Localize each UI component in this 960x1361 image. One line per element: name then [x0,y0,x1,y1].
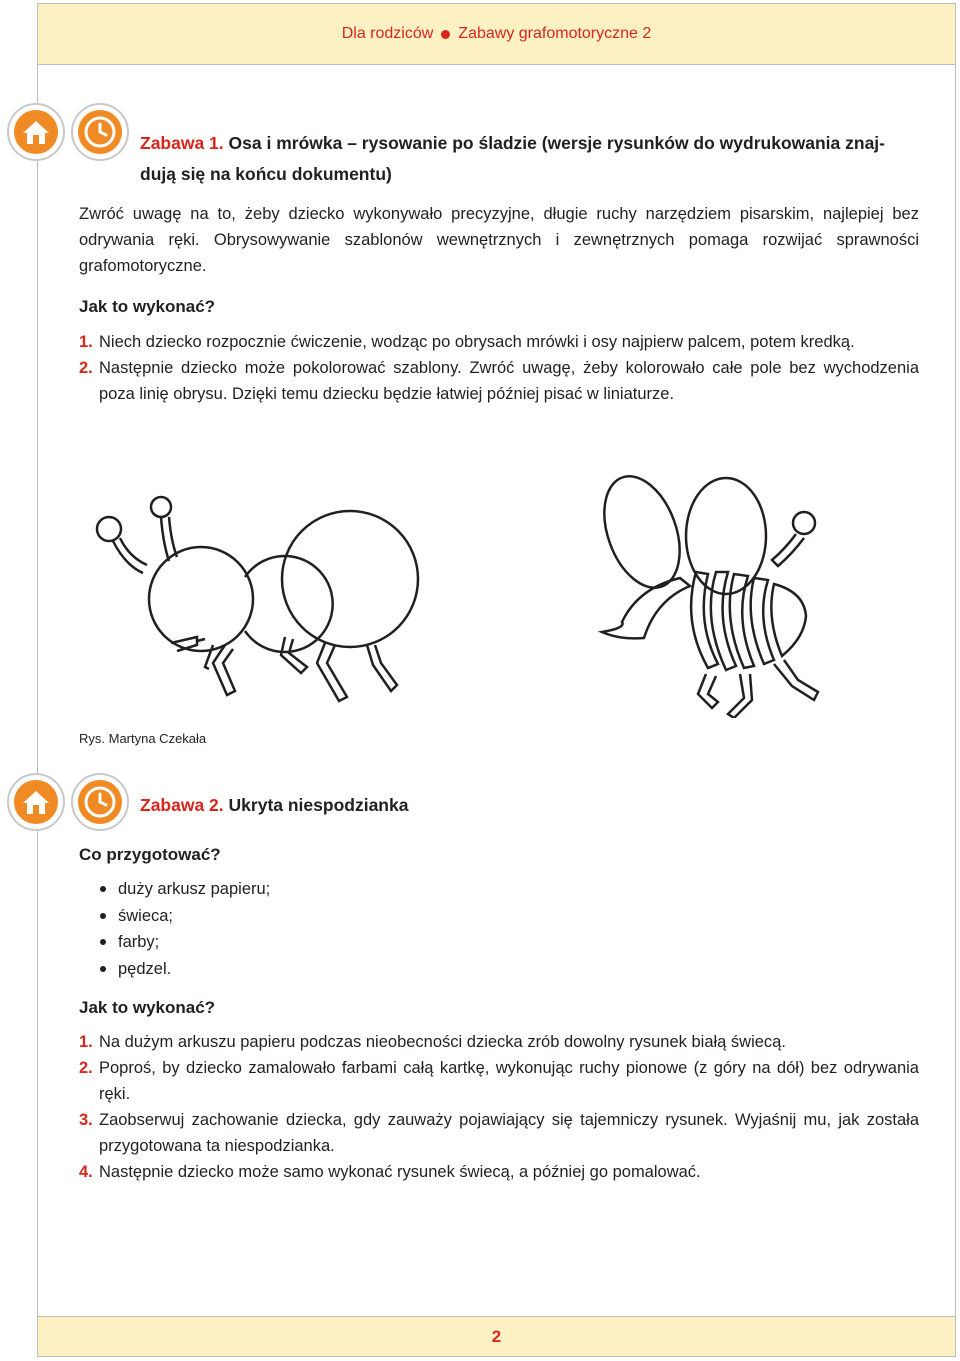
section1-title [140,128,920,190]
section1-intro: Zwróć uwagę na to, żeby dziecko wykonywało precyzyjne, długie ruchy narzędziem pisarskim, najlepiej bez odrywania ręki. Obrysowywanie szablonów wewnętrznych i zewnętrznych pomaga rozwijać sprawności grafomotoryczne. [79,205,919,275]
list-item: duży arkusz papieru; [100,876,270,903]
section1-steps [79,329,919,407]
step-text: Poproś, by dziecko zamalowało farbami całą kartkę, wykonując ruchy pionowe (z góry na dół) bez odrywania ręki. [99,1059,919,1103]
step-text: Zaobserwuj zachowanie dziecka, gdy zauważy pojawiający się tajemniczy rysunek. Wyjaśnij mu, jak została przygotowana ta niespodzianka. [99,1111,919,1155]
clock-icon [70,102,130,162]
step-number: 1. [79,333,93,351]
wasp-outline-drawing [578,468,878,718]
section1-how-title: Jak to wykonać? [79,297,216,316]
step-number: 3. [79,1111,93,1129]
section2-step [79,1055,919,1107]
step-text: Niech dziecko rozpocznie ćwiczenie, wodząc po obrysach mrówki i osy najpierw palcem, potem kredką. [99,333,855,351]
list-item: świeca; [100,903,270,930]
header-right-text: Zabawy grafomotoryczne 2 [458,25,652,42]
step-number: 4. [79,1163,93,1181]
materials-list [100,876,270,982]
home-icon [6,772,66,832]
section2-title [140,790,920,821]
section2-step [79,1029,919,1055]
home-icon [6,102,66,162]
list-item: farby; [100,929,270,956]
ant-outline-drawing [85,495,425,715]
section2-how-title: Jak to wykonać? [79,998,216,1017]
step-number: 2. [79,359,93,377]
step-text: Na dużym arkuszu papieru podczas nieobecności dziecka zrób dowolny rysunek białą świecą. [99,1033,786,1051]
list-item: pędzel. [100,956,270,983]
illustration-credit: Rys. Martyna Czekała [79,731,207,746]
step-number: 2. [79,1059,93,1077]
section1-step [79,329,919,355]
section2-steps [79,1029,919,1185]
section1-label: Zabawa 1. [140,133,224,153]
page-footer [37,1316,956,1357]
section2-step [79,1107,919,1159]
section1-title-line1: Osa i mrówka – rysowanie po śladzie (wersje rysunków do wydrukowania znaj- [228,133,885,153]
section2-icons [6,772,130,832]
section1-icons [6,102,130,162]
section2-label: Zabawa 2. [140,795,224,815]
header-dot-icon [441,30,450,39]
page-header [37,3,956,65]
step-text: Następnie dziecko może pokolorować szablony. Zwróć uwagę, żeby kolorowało całe pole bez wychodzenia poza linię obrysu. Dzięki temu dziecku będzie łatwiej później pisać w liniaturze. [99,359,919,403]
section2-title-text: Ukryta niespodzianka [228,795,409,815]
step-text: Następnie dziecko może samo wykonać rysunek świecą, a później go pomalować. [99,1163,701,1181]
clock-icon [70,772,130,832]
section1-step [79,355,919,407]
section1-title-line2: dują się na końcu dokumentu) [140,164,392,184]
header-left-text: Dla rodziców [341,25,434,42]
section2-step [79,1159,919,1185]
section2-prepare-title: Co przygotować? [79,845,221,864]
page-number: 2 [491,1326,502,1346]
step-number: 1. [79,1033,93,1051]
